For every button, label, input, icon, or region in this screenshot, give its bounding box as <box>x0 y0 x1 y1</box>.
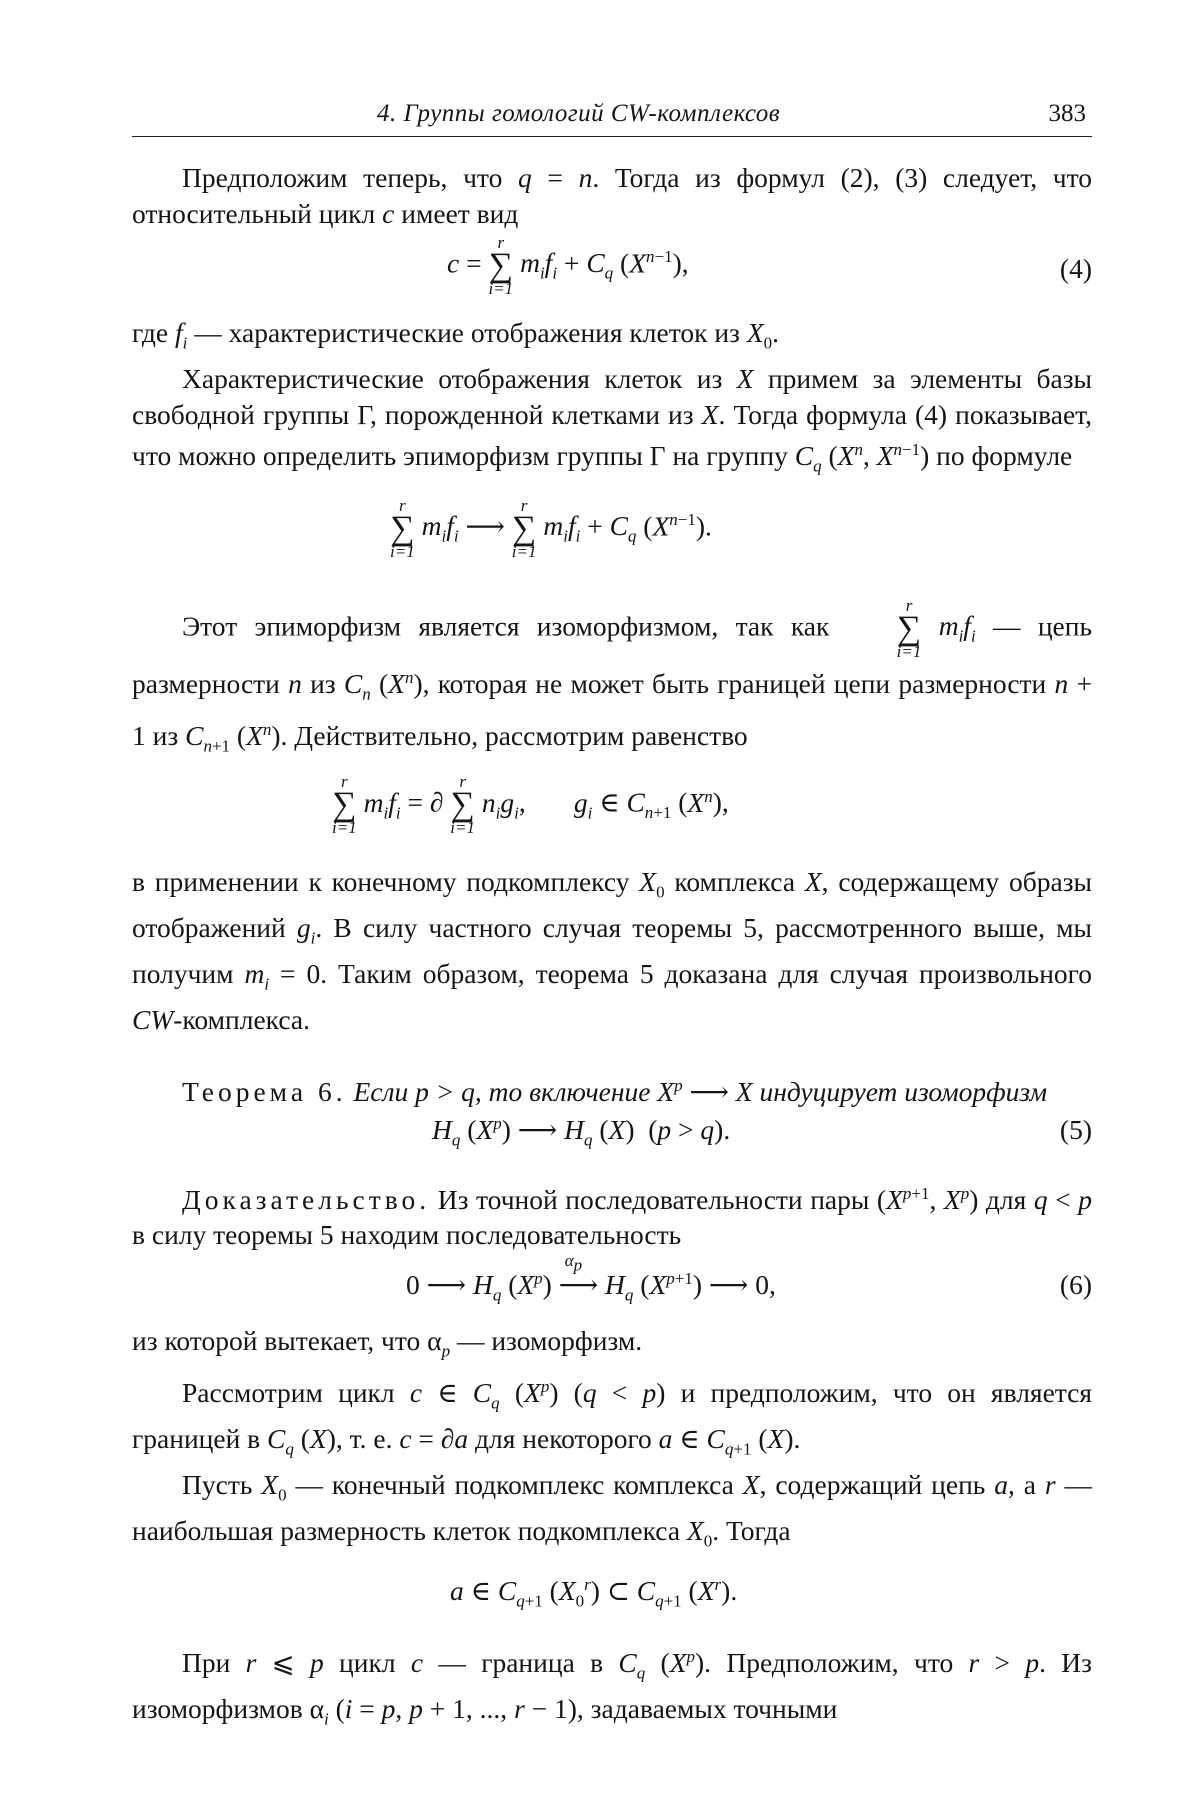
paragraph-5: в применении к конечному подкомплексу $X_0$ комплекса X, содержащему образы отображений $g_i$. В силу частного случая теоремы 5, рассмотренного выше, мы получим $m_i = 0$. Таким образом, теорема 5 доказана для случая произвольного CW-комплекса. <box>132 866 1092 1036</box>
equation-equality: r ∑ i=1 $m_if_i$ = ∂ r ∑ i=1 $n_ig_i$, $g_i$ ∈ $C_{n+1}$ $(X^n)$, <box>332 772 729 838</box>
theorem-6-label: Теорема 6. <box>182 1076 347 1108</box>
equation-map: r ∑ i=1 $m_if_i$ ⟶ r ∑ i=1 $m_if_i + C_q$ $(X^{n-1})$. <box>390 496 712 562</box>
equation-6-number: (6) <box>1059 1268 1092 1300</box>
paragraph-3: Характеристические отображения клеток из X примем за элементы базы свободной группы Γ, порожденной клетками из X. Тогда формула (4) показывает, что можно определить эпиморфизм группы Γ на группу $C_q$ ($X^n$, $X^{n-1}$) по формуле <box>132 363 1092 476</box>
paragraph-6: из которой вытекает, что $\alpha_p$ — изоморфизм. <box>132 1324 643 1361</box>
equation-inclusion: a ∈ $C_{q+1}$ $(X_0^r)$ ⊂ $C_{q+1}$ $(X^r)$. <box>450 1574 738 1611</box>
equation-4-number: (4) <box>1059 253 1092 284</box>
equation-4: c = r ∑ i=1 $m_if_i + C_q$ $(X^{n-1})$, (4) <box>447 233 1092 298</box>
running-header-title: 4. Группы гомологий CW-комплексов <box>377 100 781 127</box>
proof: Доказательство. Из точной последовательности пары ($X^{p+1}$, $X^p$) для q < p в силу теоремы 5 находим последовательность <box>132 1183 1092 1251</box>
equation-5-number: (5) <box>1059 1113 1092 1145</box>
equation-5: $H_q$ $(X^p)$ ⟶ $H_q$ (X) (p > q). (5) <box>432 1113 1092 1150</box>
paragraph-7: Рассмотрим цикл c ∈ $C_q$ $(X^p) (q < p)$ и предположим, что он является границей в $C_q$ (X), т. е. c = ∂a для некоторого a ∈ $C_{q+1}$ (X). <box>132 1376 1092 1459</box>
paragraph-8: Пусть $X_0$ — конечный подкомплекс комплекса X, содержащий цепь a, а r — наибольшая размерность клеток подкомплекса $X_0$. Тогда <box>132 1468 1093 1551</box>
running-header <box>132 98 1092 137</box>
theorem-6: Теорема 6. Если p > q, то включение $X^p$ ⟶ X индуцирует изоморфизм <box>182 1075 1048 1108</box>
page-number: 383 <box>1048 100 1086 127</box>
paragraph-9: При r ⩽ p цикл c — граница в $C_q$ $(X^p)$. Предположим, что r > p. Из изоморфизмов $\alpha_i$ (i = p, p + 1, ..., r − 1), задаваемых точными <box>132 1646 1093 1729</box>
equation-6: 0 ⟶ $H_q$ $(X^p)$ $\alpha_p$ ⟶ $H_q$ $(X^{p+1})$ ⟶ 0, (6) <box>406 1250 1092 1305</box>
paragraph-2: где $f_i$ — характеристические отображения клеток из $X_0$. <box>132 317 779 353</box>
page-body <box>132 160 1092 1737</box>
paragraph-1: Предположим теперь, что q = n. Тогда из формул (2), (3) следует, что относительный цикл c имеет вид <box>132 162 1093 229</box>
proof-label: Доказательство. <box>182 1183 431 1215</box>
paragraph-4: Этот эпиморфизм является изоморфизмом, так как r ∑ i=1 $m_if_i$ — цепь размерности n из $C_n$ $(X^n)$, которая не может быть границей цепи размерности n + 1 из $C_{n+1}$ $(X^n)$. Действительно, рассмотрим равенство <box>132 596 1092 756</box>
